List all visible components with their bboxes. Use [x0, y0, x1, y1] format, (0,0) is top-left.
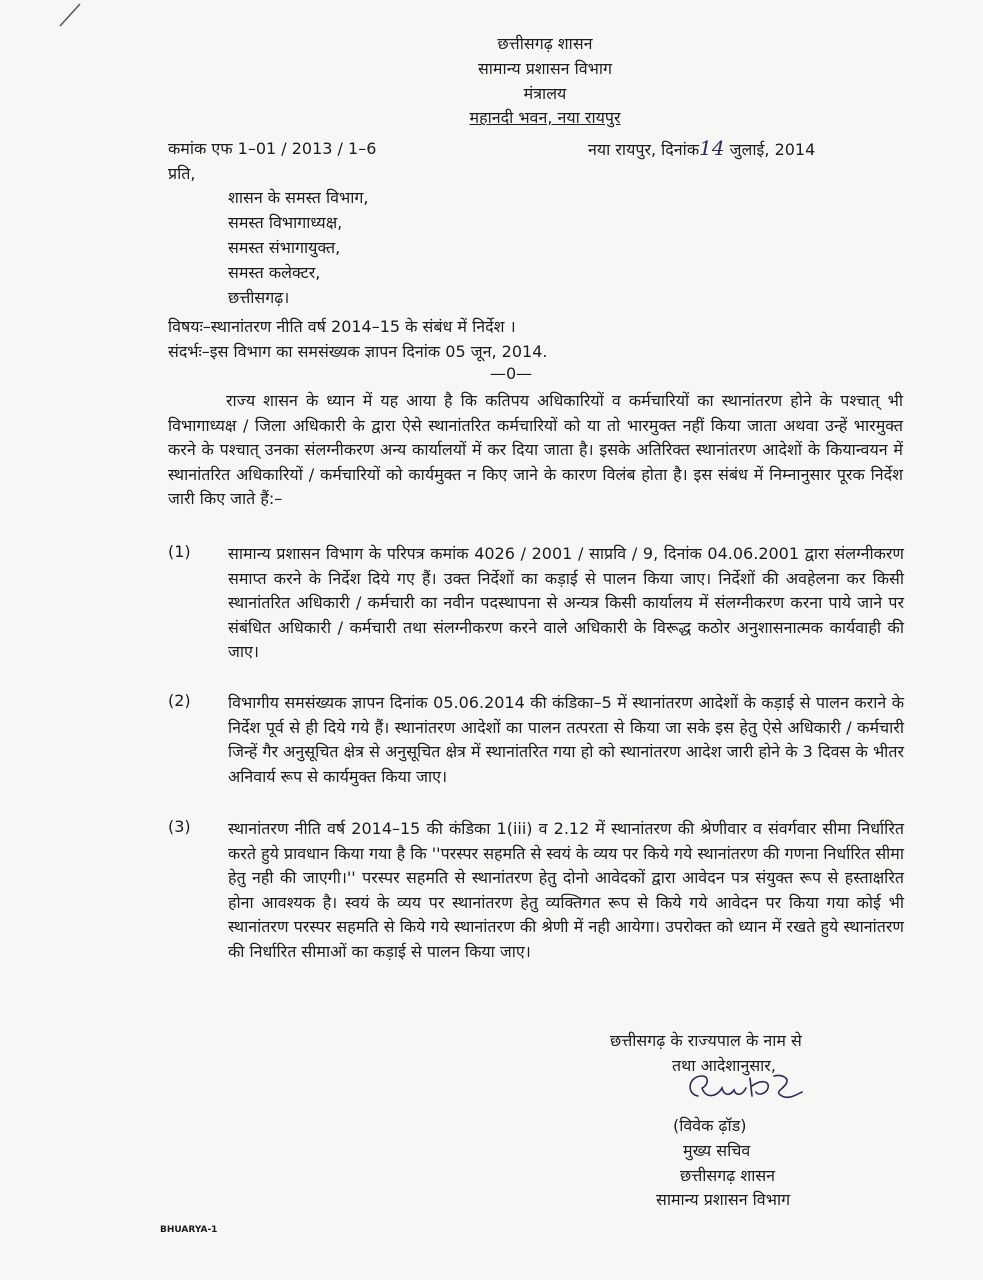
handwritten-date-day: 14 [699, 136, 725, 160]
place-date-prefix: नया रायपुर, दिनांक [588, 140, 700, 159]
point-text: स्थानांतरण नीति वर्ष 2014–15 की कंडिका 1(iii) व 2.12 में स्थानांतरण की श्रेणीवार व संवर्गवार सीमा निर्धारित करते हुये प्रावधान किया गया है कि ''परस्पर सहमति से स्वयं के व्यय पर किये गये स्थानांतरण की गणना निर्धारित सीमा हेतु नही की जाएगी।'' परस्पर सहमति से स्थानांतरण हेतु दोनो आवेदकों द्वारा आवेदन पत्र संयुक्त रूप से हस्ताक्षरित होना आवश्यक है। स्वयं के व्यय पर स्थानांतरण हेतु व्यक्तिगत रूप से किये गये आवेदन पर किया गया कोई भी स्थानांतरण परस्पर सहमति से किये गये स्थानांतरण की श्रेणी में नही आयेगा। उपरोक्त को ध्यान में रखते हुये स्थानांतरण की निर्धारित सीमाओं का कड़ाई से पालन किया जाए। [228, 819, 904, 961]
place-date-rest: जुलाई, 2014 [729, 140, 816, 159]
recipient-line: शासन के समस्त विभाग, [228, 188, 369, 207]
header-address [345, 106, 745, 128]
intro-paragraph: राज्य शासन के ध्यान में यह आया है कि कतिपय अधिकारियों व कर्मचारियों का स्थानांतरण होने के पश्चात् भी विभागाध्यक्ष / जिला अधिकारी के द्वारा ऐसे स्थानांतरित कर्मचारियों को या तो भारमुक्त नहीं किया जाता अथवा उन्हें भारमुक्त करने के पश्चात् उनका संलग्नीकरण अन्य कार्यालयों में कर दिया जाता है। इसके अतिरिक्त स्थानांतरण आदेशों के कियान्वयन में स्थानांतरित अधिकारियों / कर्मचारियों को कार्यमुक्त न किए जाने के कारण विलंब होता है। इस संबंध में निम्नानुसार पूरक निर्देश जारी किए जाते हैं:– [168, 391, 903, 509]
point-text: विभागीय समसंख्यक ज्ञापन दिनांक 05.06.2014 की कंडिका–5 में स्थानांतरण आदेशों के कड़ाई से पालन कराने के निर्देश पूर्व से ही दिये गये हैं। स्थानांतरण आदेशों का पालन तत्परता से किया जा सके इस हेतु ऐसे अधिकारी / कर्मचारी जिन्हें गैर अनुसूचित क्षेत्र से अनुसूचित क्षेत्र में स्थानांतरित गया हो को स्थानांतरण आदेश जारी होने के 3 दिवस के भीतर अनिवार्य रूप से कार्यमुक्त किया जाए। [228, 693, 904, 786]
point-number: (1) [168, 542, 191, 561]
signatory-department: सामान्य प्रशासन विभाग [656, 1190, 791, 1209]
sandarbh-line: संदर्भः–इस विभाग का समसंख्यक ज्ञापन दिनांक 05 जून, 2014. [168, 342, 548, 361]
prati-label: प्रति, [168, 164, 196, 183]
signature-authority-line: छत्तीसगढ़ के राज्यपाल के नाम से [610, 1031, 802, 1050]
header-address-text: महानदी भवन, नया रायपुर [469, 108, 621, 127]
point-number: (2) [168, 691, 191, 710]
signatory-government: छत्तीसगढ़ शासन [680, 1166, 776, 1185]
point-text: सामान्य प्रशासन विभाग के परिपत्र कमांक 4026 / 2001 / साप्रवि / 9, दिनांक 04.06.2001 द्वारा संलग्नीकरण समाप्त करने के निर्देश दिये गए हैं। उक्त निर्देशों का कड़ाई से पालन किया जाए। निर्देशों की अवहेलना कर किसी स्थानांतरित अधिकारी / कर्मचारी का नवीन पदस्थापना से अन्यत्र किसी कार्यालय में संलग्नीकरण करना पाये जाने पर संबंधित अधिकारी / कर्मचारी तथा संलग्नीकरण करने वाले अधिकारी के विरूद्ध कठोर अनुशासनात्मक कार्यवाही की जाए। [228, 544, 904, 662]
recipient-line: समस्त कलेक्टर, [228, 263, 321, 282]
reference-number: कमांक एफ 1–01 / 2013 / 1–6 [168, 139, 377, 158]
header-department: सामान्य प्रशासन विभाग [477, 59, 613, 78]
signature-order-line: तथा आदेशानुसार, [672, 1056, 776, 1075]
header-government: छत्तीसगढ़ शासन [497, 34, 593, 53]
recipient-line: समस्त संभागायुक्त, [228, 238, 341, 257]
recipient-line: छत्तीसगढ़। [228, 288, 290, 307]
separator: —0— [490, 364, 533, 383]
place-date [588, 136, 815, 162]
signatory-designation: मुख्य सचिव [683, 1141, 751, 1160]
pen-scratch-mark [58, 0, 118, 30]
footer-code: BHUARYA-1 [160, 1225, 218, 1235]
header-mantralaya: मंत्रालय [523, 84, 567, 103]
subject-line: विषयः–स्थानांतरण नीति वर्ष 2014–15 के संबंध में निर्देश । [168, 317, 516, 336]
point-number: (3) [168, 817, 191, 836]
signatory-name: (विवेक ढ़ॉड) [673, 1116, 747, 1135]
recipient-line: समस्त विभागाध्यक्ष, [228, 213, 343, 232]
handwritten-signature [678, 1066, 818, 1112]
